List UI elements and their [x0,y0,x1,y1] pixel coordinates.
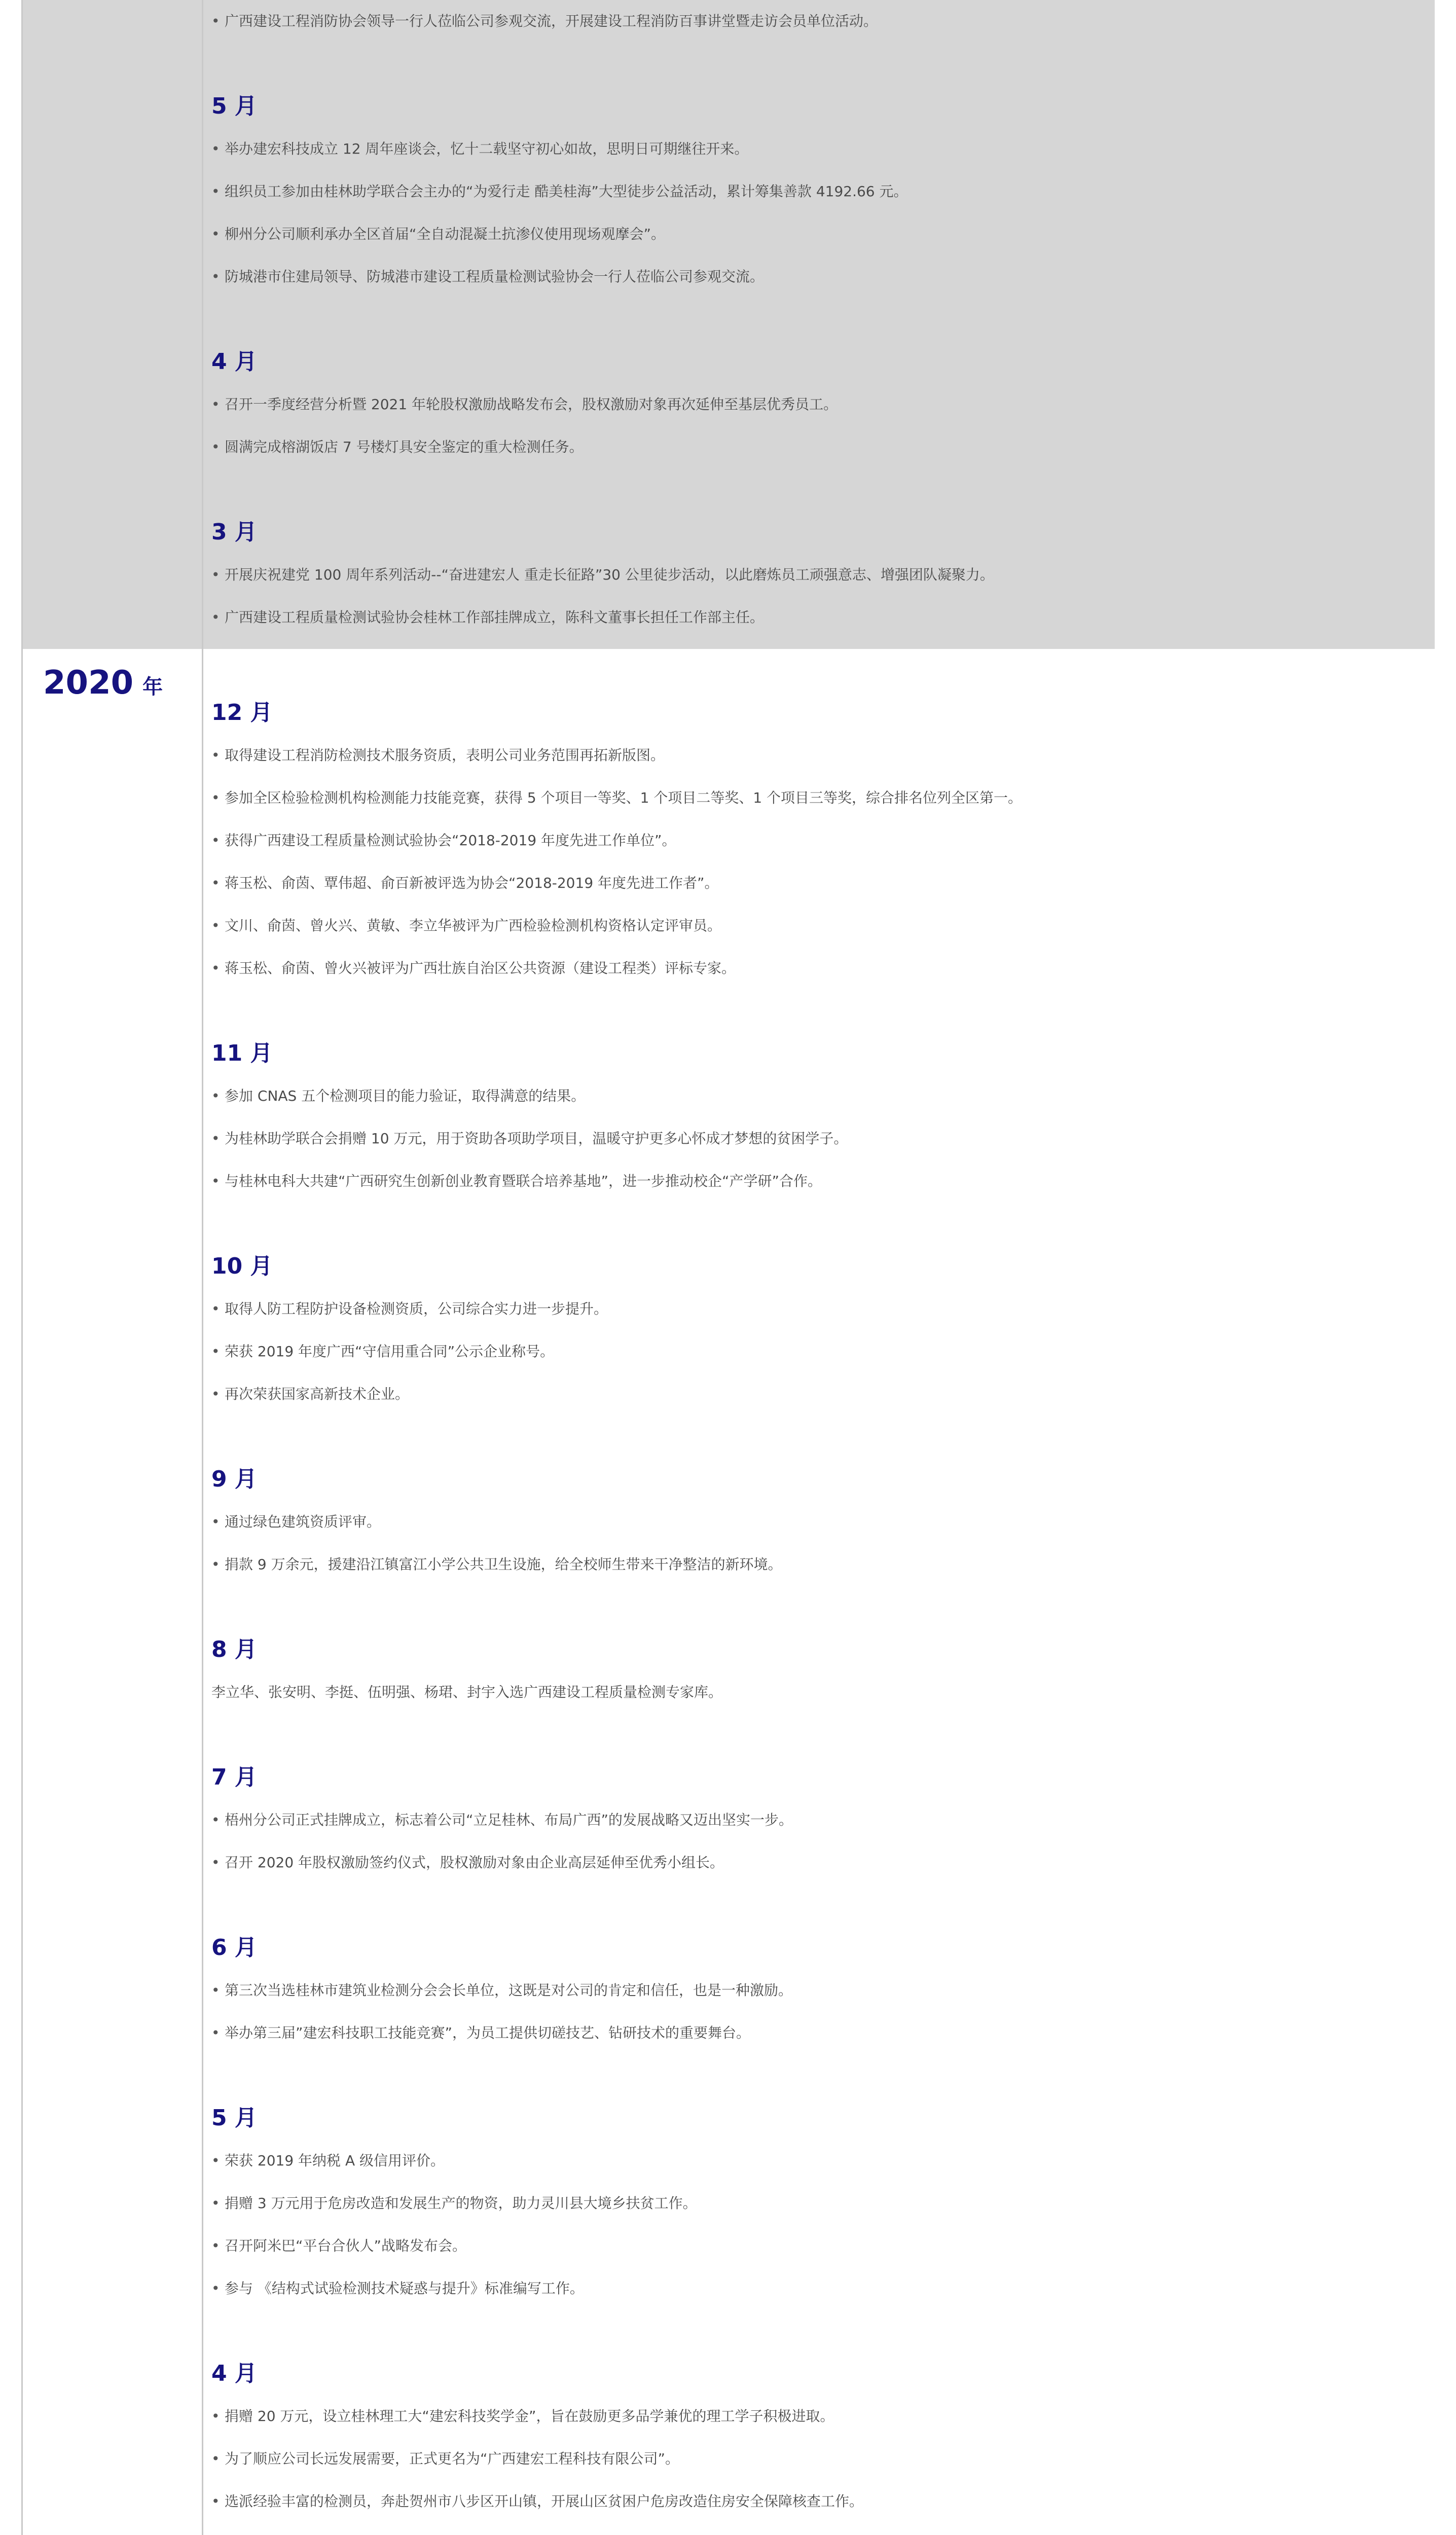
bullet-icon: • [211,566,220,583]
bullet-icon: • [211,832,220,849]
spacer [211,2523,1435,2535]
event-text: 参与 《结构式试验检测技术疑惑与提升》标准编写工作。 [225,2280,584,2297]
bullet-icon: • [211,960,220,976]
event-item [211,2140,1435,2182]
event-item [211,0,1435,43]
event-text: 为桂林助学联合会捐赠 10 万元，用于资助各项助学项目，温暖守护更多心怀成才梦想的贫困学子。 [225,1130,848,1147]
event-item [211,2480,1435,2523]
event-text: 通过绿色建筑资质评审。 [225,1513,381,1530]
event-item [211,1671,1435,1714]
month-title: 11 月 [211,1040,273,1066]
event-text: 开展庆祝建党 100 周年系列活动--“奋进建宏人 重走长征路”30 公里徒步活动，以此磨炼员工顽强意志、增强团队凝聚力。 [225,566,994,583]
year-section [21,0,1435,649]
spacer [211,990,1435,1032]
event-text: 蒋玉松、俞茵、曾火兴被评为广西壮族自治区公共资源（建设工程类）评标专家。 [225,960,736,976]
months-column [203,0,1435,649]
bullet-icon: • [211,2195,220,2212]
event-text: 柳州分公司顺利承办全区首届“全自动混凝土抗渗仪使用现场观摩会”。 [225,226,666,242]
event-item [211,1969,1435,2012]
event-text: 第三次当选桂林市建筑业检测分会会长单位，这既是对公司的肯定和信任，也是一种激励。 [225,1982,793,1999]
year-column [23,649,203,2535]
month-title: 4 月 [211,349,257,375]
year-label [43,660,163,710]
event-item [211,2438,1435,2480]
event-item [211,1841,1435,1884]
event-text: 组织员工参加由桂林助学联合会主办的“为爱行走 酷美桂海”大型徒步公益活动，累计筹集善款 4192.66 元。 [225,183,908,200]
month-title: 5 月 [211,93,257,119]
bullet-icon: • [211,140,220,157]
bullet-icon: • [211,2450,220,2467]
bullet-icon: • [211,2152,220,2169]
spacer [211,2054,1435,2097]
bullet-icon: • [211,226,220,242]
event-item [211,1373,1435,1416]
history-timeline [21,0,1435,2535]
year-number: 2020 [43,664,134,702]
event-text: 获得广西建设工程质量检测试验协会“2018-2019 年度先进工作单位”。 [225,832,676,849]
event-text: 荣获 2019 年度广西“守信用重合同”公示企业称号。 [225,1343,555,1360]
event-text: 捐赠 20 万元，设立桂林理工大“建宏科技奖学金”，旨在鼓励更多品学兼优的理工学子积极进取。 [225,2408,834,2424]
event-text: 广西建设工程消防协会领导一行人莅临公司参观交流，开展建设工程消防百事讲堂暨走访会员单位活动。 [225,13,878,29]
bullet-icon: • [211,1088,220,1104]
month-group [211,0,1435,43]
month-title: 5 月 [211,2105,257,2131]
event-item [211,128,1435,170]
months-column [203,649,1435,2535]
event-item [211,1117,1435,1160]
spacer [211,298,1435,341]
bullet-icon: • [211,2280,220,2297]
event-item [211,2182,1435,2225]
event-text: 召开阿米巴“平台合伙人”战略发布会。 [225,2237,467,2254]
event-item [211,947,1435,990]
year-unit: 年 [142,675,163,699]
event-item [211,426,1435,468]
bullet-icon: • [211,1513,220,1530]
spacer [211,43,1435,85]
event-text: 梧州分公司正式挂牌成立，标志着公司“立足桂林、布局广西”的发展战略又迈出坚实一步。 [225,1812,793,1828]
event-item [211,2225,1435,2267]
month-group [211,1032,1435,1203]
event-text: 取得人防工程防护设备检测资质，公司综合实力进一步提升。 [225,1300,608,1317]
bullet-icon: • [211,1343,220,1360]
event-text: 取得建设工程消防检测技术服务资质，表明公司业务范围再拓新版图。 [225,747,665,764]
event-item [211,1288,1435,1330]
bullet-icon: • [211,1300,220,1317]
event-text: 捐款 9 万余元，援建沿江镇富江小学公共卫生设施，给全校师生带来干净整洁的新环境。 [225,1556,782,1573]
bullet-icon: • [211,875,220,891]
month-group [211,2097,1435,2310]
event-item [211,554,1435,596]
event-text: 参加全区检验检测机构检测能力技能竞赛，获得 5 个项目一等奖、1 个项目二等奖、1 个项目三等奖，综合排名位列全区第一。 [225,789,1023,806]
bullet-icon: • [211,268,220,285]
event-text: 召开一季度经营分析暨 2021 年轮股权激励战略发布会，股权激励对象再次延伸至基层优秀员工。 [225,396,838,413]
event-item [211,777,1435,819]
month-title: 3 月 [211,519,257,545]
event-item [211,1160,1435,1203]
bullet-icon: • [211,1386,220,1402]
spacer [211,649,1435,692]
month-group [211,1927,1435,2054]
bullet-icon: • [211,917,220,934]
bullet-icon: • [211,183,220,200]
month-title: 8 月 [211,1637,257,1662]
month-title: 12 月 [211,700,273,726]
spacer [211,1203,1435,1245]
bullet-icon: • [211,2408,220,2424]
section-end-spacer [211,639,1435,649]
bullet-icon: • [211,789,220,806]
month-group [211,85,1435,298]
bullet-icon: • [211,1854,220,1871]
event-item [211,2395,1435,2438]
event-item [211,170,1435,213]
bullet-icon: • [211,747,220,764]
month-title: 6 月 [211,1935,257,1961]
bullet-icon: • [211,609,220,626]
event-item [211,1543,1435,1586]
event-item [211,1501,1435,1543]
month-group [211,1458,1435,1586]
event-item [211,862,1435,904]
event-item [211,2012,1435,2054]
spacer [211,1884,1435,1927]
bullet-icon: • [211,396,220,413]
bullet-icon: • [211,13,220,29]
month-group [211,692,1435,990]
event-text: 举办第三届”建宏科技职工技能竞赛”，为员工提供切磋技艺、钻研技术的重要舞台。 [225,2024,751,2041]
bullet-icon: • [211,1982,220,1999]
event-text: 李立华、张安明、李挺、伍明强、杨珺、封宇入选广西建设工程质量检测专家库。 [211,1684,723,1700]
month-title: 4 月 [211,2361,257,2386]
month-title: 7 月 [211,1764,257,1790]
event-text: 为了顺应公司长远发展需要，正式更名为“广西建宏工程科技有限公司”。 [225,2450,680,2467]
bullet-icon: • [211,1173,220,1189]
event-item [211,1330,1435,1373]
event-item [211,596,1435,639]
month-group [211,1628,1435,1714]
bullet-icon: • [211,1130,220,1147]
month-group [211,1756,1435,1884]
event-text: 荣获 2019 年纳税 A 级信用评价。 [225,2152,445,2169]
event-item [211,383,1435,426]
event-text: 文川、俞茵、曾火兴、黄敏、李立华被评为广西检验检测机构资格认定评审员。 [225,917,722,934]
bullet-icon: • [211,439,220,455]
event-text: 广西建设工程质量检测试验协会桂林工作部挂牌成立，陈科文董事长担任工作部主任。 [225,609,765,626]
event-text: 捐赠 3 万元用于危房改造和发展生产的物资，助力灵川县大境乡扶贫工作。 [225,2195,697,2212]
event-item [211,1075,1435,1117]
month-title: 9 月 [211,1466,257,1492]
event-text: 与桂林电科大共建“广西研究生创新创业教育暨联合培养基地”，进一步推动校企“产学研”合作。 [225,1173,822,1189]
year-section [21,649,1435,2535]
event-item [211,1799,1435,1841]
month-group [211,511,1435,639]
event-item [211,734,1435,777]
bullet-icon: • [211,2024,220,2041]
event-text: 参加 CNAS 五个检测项目的能力验证，取得满意的结果。 [225,1088,586,1104]
event-text: 圆满完成榕湖饭店 7 号楼灯具安全鉴定的重大检测任务。 [225,439,584,455]
event-text: 召开 2020 年股权激励签约仪式，股权激励对象由企业高层延伸至优秀小组长。 [225,1854,724,1871]
event-text: 举办建宏科技成立 12 周年座谈会，忆十二载坚守初心如故，思明日可期继往开来。 [225,140,749,157]
spacer [211,468,1435,511]
bullet-icon: • [211,1812,220,1828]
spacer [211,1586,1435,1628]
event-item [211,213,1435,256]
event-text: 再次荣获国家高新技术企业。 [225,1386,410,1402]
year-column [23,0,203,649]
event-text: 蒋玉松、俞茵、覃伟超、俞百新被评选为协会“2018-2019 年度先进工作者”。 [225,875,719,891]
spacer [211,2310,1435,2352]
event-item [211,819,1435,862]
event-item [211,2267,1435,2310]
month-group [211,2352,1435,2523]
month-title: 10 月 [211,1253,273,1279]
event-text: 选派经验丰富的检测员，奔赴贺州市八步区开山镇，开展山区贫困户危房改造住房安全保障核查工作。 [225,2493,864,2510]
month-group [211,341,1435,468]
event-item [211,256,1435,298]
month-group [211,1245,1435,1416]
event-item [211,904,1435,947]
event-text: 防城港市住建局领导、防城港市建设工程质量检测试验协会一行人莅临公司参观交流。 [225,268,765,285]
spacer [211,1416,1435,1458]
spacer [211,1714,1435,1756]
bullet-icon: • [211,1556,220,1573]
bullet-icon: • [211,2493,220,2510]
bullet-icon: • [211,2237,220,2254]
